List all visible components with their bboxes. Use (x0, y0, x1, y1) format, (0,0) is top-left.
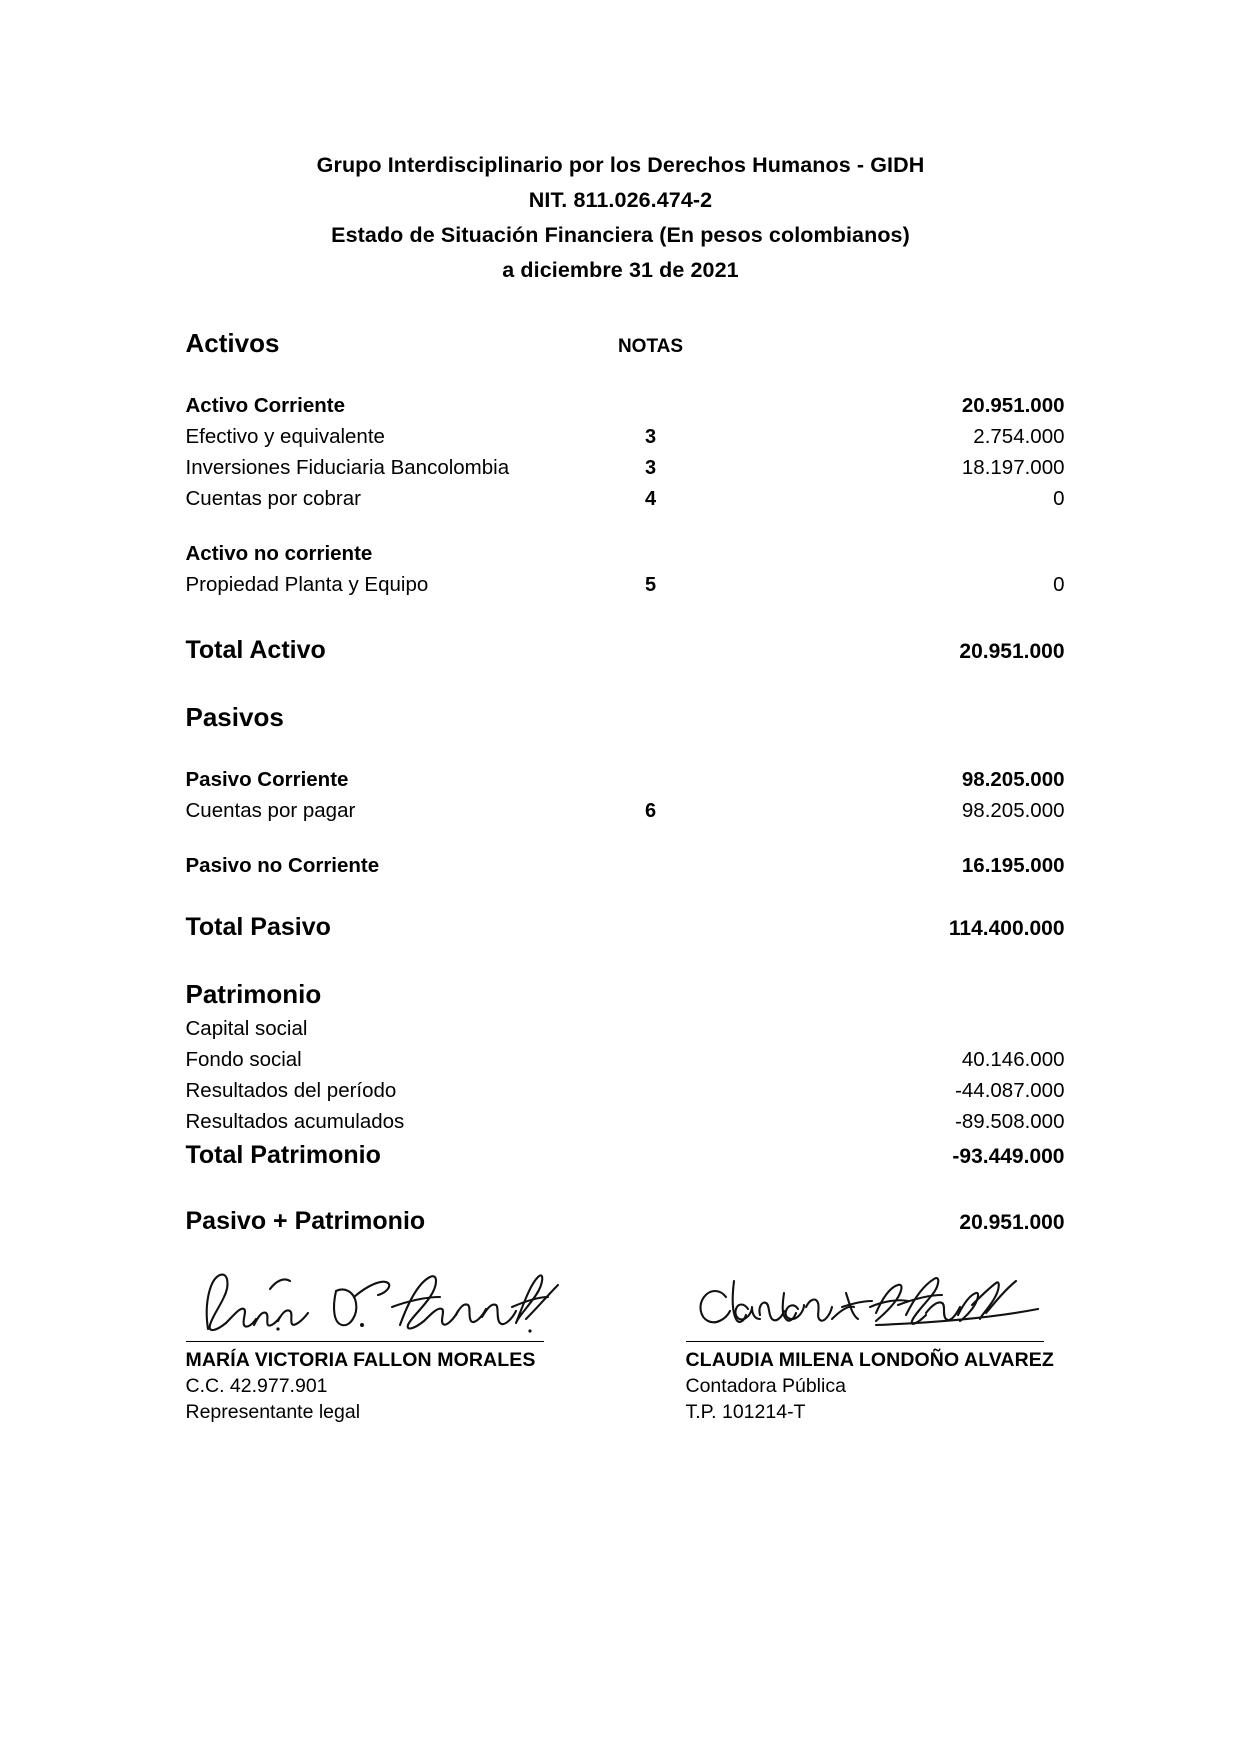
line-item-label: Inversiones Fiduciaria Bancolombia (185, 456, 510, 479)
organization-name: Grupo Interdisciplinario por los Derechos Humanos - GIDH (316, 153, 925, 177)
line-item-note: 3 (644, 457, 657, 479)
line-item-label: Fondo social (185, 1048, 302, 1071)
current-assets-label: Activo Corriente (185, 394, 345, 417)
equity-section-title: Patrimonio (185, 979, 322, 1009)
line-item-label: Resultados acumulados (185, 1110, 405, 1133)
total-assets-value: 20.951.000 (959, 640, 1065, 663)
current-liabilities-label: Pasivo Corriente (185, 768, 349, 791)
signatory-id: C.C. 42.977.901 (185, 1375, 328, 1397)
table-row (186, 1017, 1066, 1048)
current-assets-value: 20.951.000 (961, 394, 1065, 417)
line-item-note: 3 (644, 426, 657, 448)
line-item-label: Resultados del período (185, 1079, 397, 1102)
line-item-note: 6 (644, 800, 657, 822)
table-row (186, 487, 1066, 518)
noncurrent-liabilities-label: Pasivo no Corriente (185, 854, 380, 877)
total-liabilities-value: 114.400.000 (948, 917, 1065, 940)
table-row (186, 425, 1066, 456)
signature-rule (186, 1341, 544, 1342)
line-item-value: 2.754.000 (973, 425, 1065, 448)
current-liabilities-row (186, 768, 1066, 799)
signature-block-representative (186, 1263, 626, 1425)
total-assets-row (186, 636, 1066, 674)
document-header (0, 0, 1241, 288)
table-row (186, 573, 1066, 604)
signature-rule (686, 1341, 1044, 1342)
total-assets-label: Total Activo (185, 636, 326, 664)
assets-section-title: Activos (185, 328, 280, 358)
line-item-label: Cuentas por cobrar (185, 487, 361, 510)
current-assets-row (186, 394, 1066, 425)
total-equity-row (186, 1141, 1066, 1179)
nit-line: NIT. 811.026.474-2 (528, 188, 713, 212)
noncurrent-assets-label: Activo no corriente (185, 542, 373, 565)
signatory-role: Contadora Pública (685, 1375, 846, 1397)
assets-section-heading-row (186, 328, 1066, 366)
signature-section (176, 1263, 1066, 1425)
line-item-value: 98.205.000 (961, 799, 1065, 822)
noncurrent-liabilities-row (186, 854, 1066, 885)
line-item-value: 40.146.000 (961, 1048, 1065, 1071)
line-item-note: 5 (644, 574, 657, 596)
table-row (186, 456, 1066, 487)
noncurrent-liabilities-value: 16.195.000 (961, 854, 1065, 877)
total-liabilities-row (186, 913, 1066, 951)
financial-statement (176, 328, 1066, 1245)
total-equity-value: -93.449.000 (952, 1145, 1065, 1168)
total-equity-label: Total Patrimonio (185, 1141, 381, 1169)
table-row (186, 1079, 1066, 1110)
line-item-label: Efectivo y equivalente (185, 425, 385, 448)
table-row (186, 1110, 1066, 1141)
noncurrent-assets-row (186, 542, 1066, 573)
signature-image-maria (186, 1263, 626, 1341)
current-liabilities-value: 98.205.000 (961, 768, 1065, 791)
line-item-value: -89.508.000 (955, 1110, 1065, 1133)
line-item-note: 4 (644, 488, 657, 510)
statement-title: Estado de Situación Financiera (En pesos colombianos) (331, 223, 910, 247)
liabilities-plus-equity-row (186, 1207, 1066, 1245)
signature-block-accountant (626, 1263, 1066, 1425)
signatory-name: MARÍA VICTORIA FALLON MORALES (185, 1349, 536, 1371)
statement-period: a diciembre 31 de 2021 (502, 258, 739, 282)
liabilities-section-heading-row (186, 702, 1066, 740)
line-item-label: Cuentas por pagar (185, 799, 356, 822)
equity-section-heading-row (186, 979, 1066, 1017)
signatory-name: CLAUDIA MILENA LONDOÑO ALVAREZ (685, 1349, 1054, 1371)
line-item-value: -44.087.000 (955, 1079, 1065, 1102)
liabilities-section-title: Pasivos (185, 702, 284, 732)
signature-image-claudia (686, 1263, 1066, 1341)
total-liabilities-label: Total Pasivo (185, 913, 331, 941)
line-item-value: 0 (1053, 573, 1065, 596)
line-item-label: Propiedad Planta y Equipo (185, 573, 429, 596)
signatory-role: Representante legal (185, 1401, 361, 1423)
table-row (186, 1048, 1066, 1079)
notes-column-header: NOTAS (617, 336, 684, 357)
liabilities-plus-equity-value: 20.951.000 (959, 1211, 1065, 1234)
line-item-value: 18.197.000 (961, 456, 1065, 479)
table-row (186, 799, 1066, 830)
liabilities-plus-equity-label: Pasivo + Patrimonio (185, 1207, 426, 1235)
line-item-label: Capital social (185, 1017, 308, 1040)
signatory-license: T.P. 101214-T (685, 1401, 806, 1423)
line-item-value: 0 (1053, 487, 1065, 510)
